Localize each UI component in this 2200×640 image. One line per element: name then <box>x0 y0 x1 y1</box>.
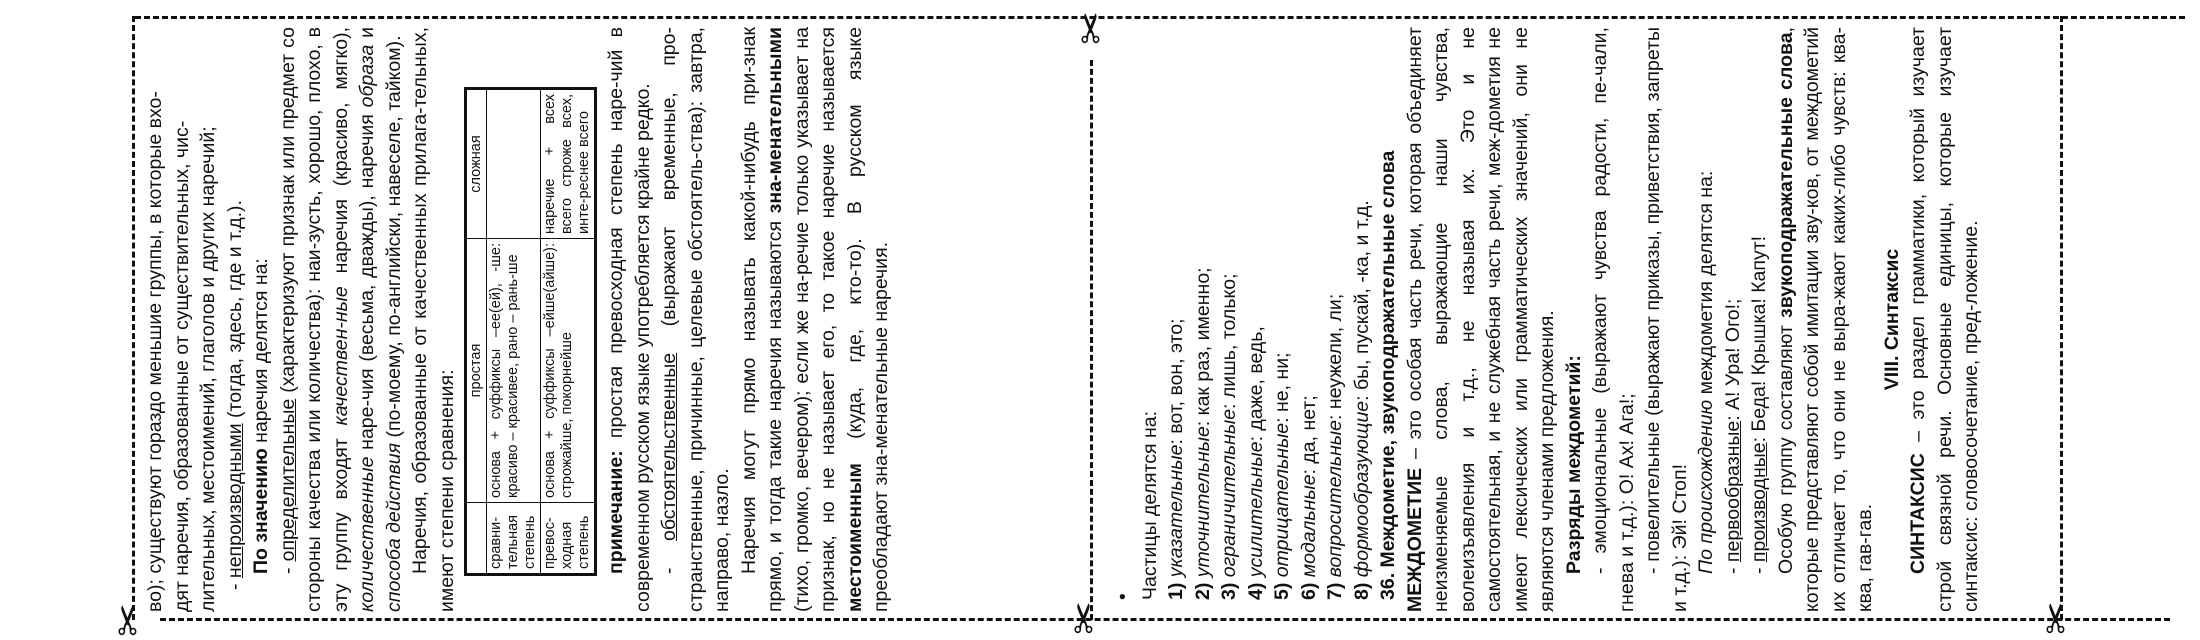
text-line: лительных, местоимений, глаголов и других наречий; <box>197 126 219 612</box>
table-header-row: простая сложная <box>466 89 487 575</box>
comparison-para: Наречия, образованные от качественных прилага-тельных, имеют степени сравнения: <box>409 27 458 612</box>
imperative-line: - повелительные (выражают приказы, приветствия, запреты и т.д.): Эй! Стоп! <box>1642 27 1691 612</box>
scissors-icon: ✂ <box>1061 601 1108 635</box>
text-line: дят наречия, образованные от существительных, чис- <box>170 120 193 612</box>
table-row: превос-ходная степень основа + суффиксы –ейше(айше): строжайше, покорнейше наречие + всех всего строже всех, инте-реснее всего <box>541 89 596 575</box>
particle-item: 2) уточнительные: как раз, именно; <box>1191 267 1214 600</box>
interjection-classes: Разряды междометий: <box>1562 355 1585 574</box>
circumstantial-para: - обстоятельственные (выражают временные, про-странственные, причинные, целевые обстоятель-ства): завтра, направо, назло. <box>658 27 733 612</box>
table-row: сравни-тельная степень основа + суффиксы –ее(ей), -ше: красиво – красивее, рано – рань-ше <box>487 89 541 575</box>
cut-line-bottom <box>160 618 2170 621</box>
scissors-icon: ✂ <box>1068 11 1115 45</box>
syntax-para: СИНТАКСИС – это раздел грамматики, который изучает строй связной речи. Основные единицы, которые изучает синтаксис: словосочетание, пред-ложение. <box>1907 27 1982 612</box>
cut-line-middle <box>1090 60 1093 620</box>
cut-line-left <box>132 16 135 620</box>
right-panel <box>1110 27 1985 612</box>
primary-line: - первообразные: А! Ура! Ого!; <box>1721 298 1744 574</box>
attributive-para: - определительные (характеризуют признак или предмет со стороны качества или количества): наи-зусть, хорошо, плохо, в эту группу входят качествен-ные наречия (красиво, мягко), количественные наре-чия (весьма, дважды), наречия образа и способа действия (по-моему, по-английски, навеселе, тайком). <box>276 27 405 612</box>
nonderived-line: - непроизводными (тогда, здесь, где и т.д.). <box>223 200 246 590</box>
note-para: примечание: простая превосходная степень наре-чий в современном русском языке употребляется крайне редко. <box>605 27 654 612</box>
particle-item: 4) усилительные: даже, ведь, <box>1244 326 1267 600</box>
by-meaning-line: По значению наречия делятся на: <box>250 258 272 574</box>
cut-line-right <box>2060 16 2063 620</box>
particle-item: 8) формообразующие: бы, пускай, -ка, и т.д. <box>1350 200 1373 600</box>
derived-line: - производные: Беда! Крышка! Капут! <box>1748 235 1770 574</box>
particle-item: 6) модальные: да, нет; <box>1297 395 1320 600</box>
comparison-table <box>464 87 597 576</box>
emotional-line: - эмоциональные (выражают чувства радости, пе-чали, гнева и т.д.): О! Ах! Ага!; <box>1589 27 1638 612</box>
particle-item: 1) указательные: вот, вон, это; <box>1165 318 1187 600</box>
cut-line-top <box>135 16 2185 19</box>
particle-item: 3) ограничительные: лишь, только; <box>1218 273 1240 600</box>
text-line: во); существуют гораздо меньшие группы, в которые вхо- <box>144 91 166 612</box>
scissors-icon: ✂ <box>105 603 152 637</box>
bullet-dot: • <box>1112 593 1134 600</box>
origin-line: По происхождению междометия делятся на: <box>1695 170 1717 574</box>
particles-intro: Частицы делятся на: <box>1138 410 1161 600</box>
scissors-icon: ✂ <box>2033 601 2080 635</box>
particle-item: 5) отрицательные: не, ни; <box>1271 352 1293 600</box>
onomatopoeia-para: Особую группу составляют звукоподражательные слова, которые представляют собой имитации зву-ков, от междометий их отличает то, что они не выра-жают каких-либо чувств: ква-ква, гав-гав. <box>1774 26 1876 612</box>
section-heading: 36. Междометие, звукоподражательные слова <box>1377 150 1399 600</box>
naming-para: Наречия могут прямо называть какой-нибудь при-знак прямо, и тогда такие наречия называются зна-менательными (тихо, громко, вечером); если же на-речие только указывает на признак, но не называет его, то такое наречие называется местоименным (куда, где, кто-то). В русском языке преобладают зна-менательные наречия. <box>737 27 892 612</box>
section-heading: VIII. Синтаксис <box>1880 248 1903 391</box>
particle-item: 7) вопросительные: неужели, ли; <box>1324 293 1346 600</box>
interjection-para: МЕЖДОМЕТИЕ – это особая часть речи, которая объединяет неизменяемые слова, выражающие наши чувства, волеизъявления и т.д., не называя их. Это и не самостоятельная, и не служебная часть речи, меж-дометия не имеют лексических или грамматических значений, они не являются членами предложения. <box>1403 27 1558 612</box>
left-panel <box>142 27 895 612</box>
